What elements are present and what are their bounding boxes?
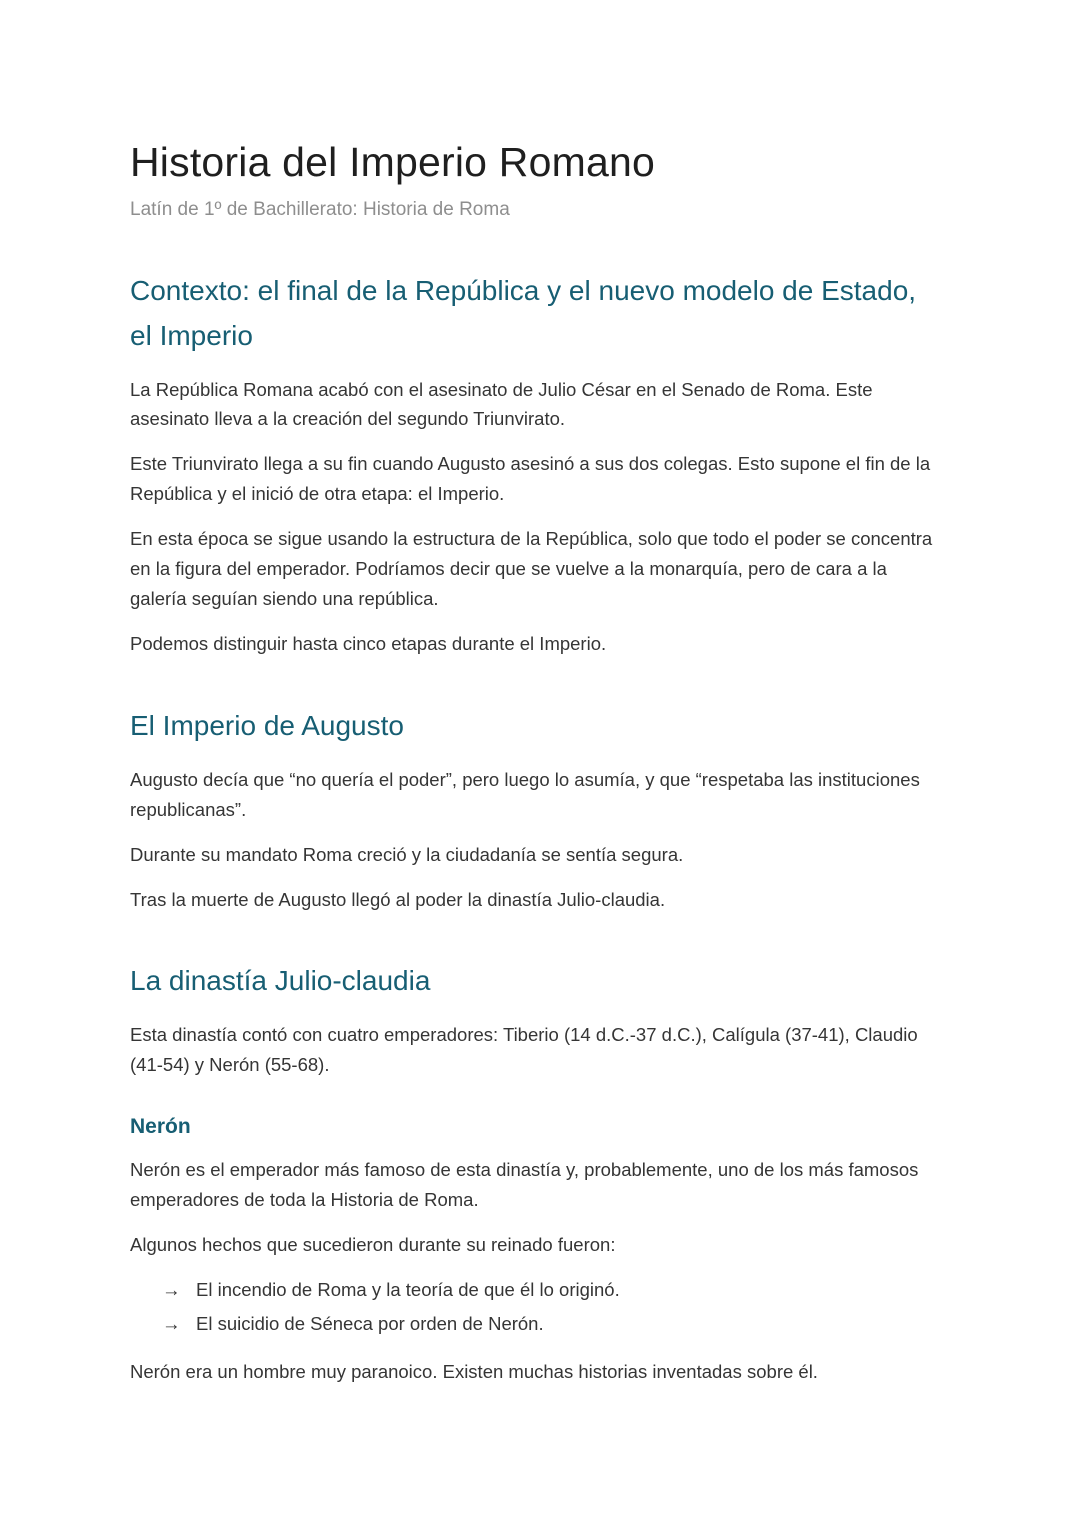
paragraph: Podemos distinguir hasta cinco etapas durante el Imperio. — [130, 633, 607, 655]
neron-facts-list — [130, 1275, 945, 1338]
section-heading-contexto: Contexto: el final de la República y el nuevo modelo de Estado, el Imperio — [130, 274, 917, 352]
paragraph: En esta época se sigue usando la estructura de la República, solo que todo el poder se concentra en la figura del emperador. Podríamos decir que se vuelve a la monarquía, pero de cara a la galería seguían siendo una república. — [130, 528, 933, 610]
list-item — [162, 1275, 945, 1304]
paragraph: Esta dinastía contó con cuatro emperadores: Tiberio (14 d.C.-37 d.C.), Calígula (37-41), Claudio (41-54) y Nerón (55-68). — [130, 1023, 918, 1075]
arrow-bullet-icon: → — [162, 1279, 181, 1301]
section-imperio-augusto — [130, 703, 945, 914]
list-item — [162, 1309, 945, 1338]
paragraph: Nerón era un hombre muy paranoico. Existen muchas historias inventadas sobre él. — [130, 1360, 818, 1382]
list-item-text: El incendio de Roma y la teoría de que él lo originó. — [196, 1279, 620, 1301]
paragraph: Algunos hechos que sucedieron durante su reinado fueron: — [130, 1234, 616, 1256]
paragraph: Tras la muerte de Augusto llegó al poder la dinastía Julio-claudia. — [130, 888, 666, 910]
document-subtitle: Latín de 1º de Bachillerato: Historia de Roma — [130, 199, 510, 221]
list-item-text: El suicidio de Séneca por orden de Nerón. — [196, 1313, 544, 1335]
paragraph: La República Romana acabó con el asesinato de Julio César en el Senado de Roma. Este asesinato lleva a la creación del segundo Triunvirato. — [130, 378, 873, 430]
subsection-heading-neron: Nerón — [130, 1114, 191, 1138]
section-dinastia-julio-claudia — [130, 958, 945, 1386]
paragraph: Nerón es el emperador más famoso de esta dinastía y, probablemente, uno de los más famosos emperadores de toda la Historia de Roma. — [130, 1159, 919, 1211]
arrow-bullet-icon: → — [162, 1313, 181, 1335]
paragraph: Este Triunvirato llega a su fin cuando Augusto asesinó a sus dos colegas. Esto supone el fin de la República y el inició de otra etapa: el Imperio. — [130, 453, 931, 505]
paragraph: Augusto decía que “no quería el poder”, pero luego lo asumía, y que “respetaba las instituciones republicanas”. — [130, 768, 920, 820]
paragraph: Durante su mandato Roma creció y la ciudadanía se sentía segura. — [130, 843, 684, 865]
document-title: Historia del Imperio Romano — [130, 139, 655, 185]
section-heading-imperio-augusto: El Imperio de Augusto — [130, 710, 404, 742]
section-heading-dinastia: La dinastía Julio-claudia — [130, 965, 431, 997]
section-contexto — [130, 268, 945, 659]
